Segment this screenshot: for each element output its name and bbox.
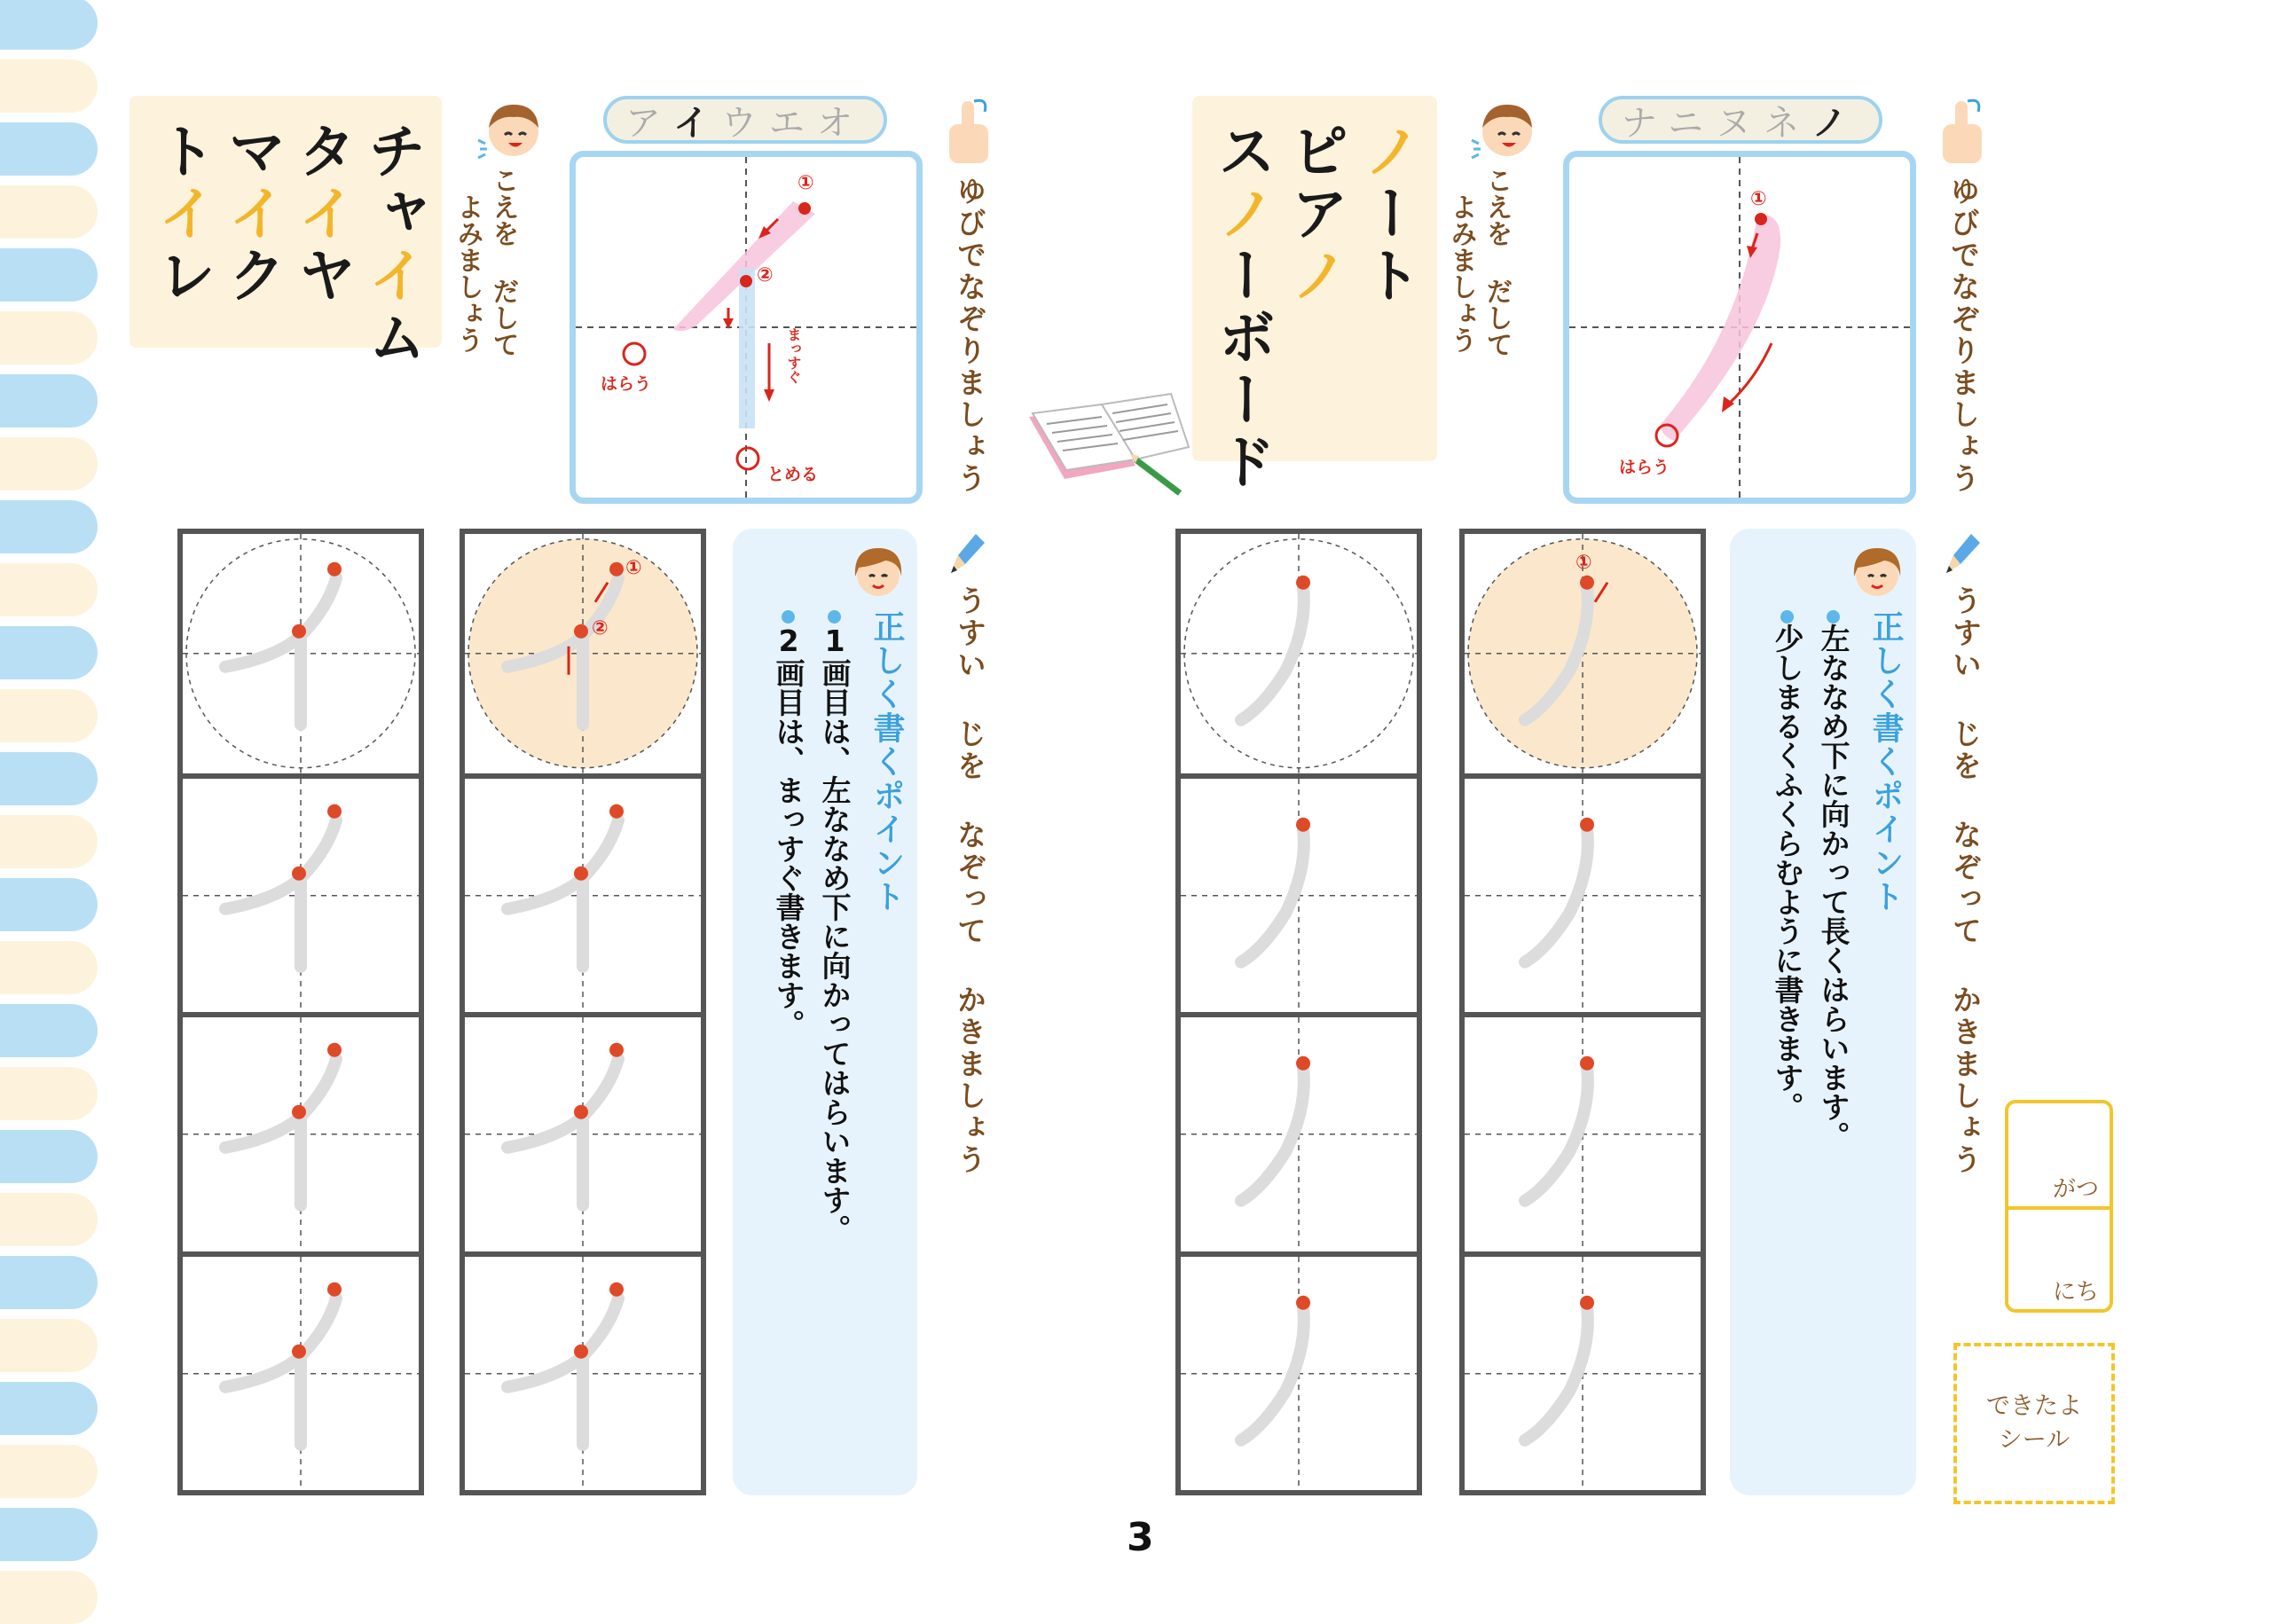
stroke-order-diagram: [1563, 151, 1916, 504]
start-point-dot: [609, 804, 624, 818]
binding-scallop: [0, 0, 98, 50]
binding-scallop: [0, 1067, 98, 1120]
trace-character: [1241, 587, 1304, 720]
start-point-dot: [609, 562, 624, 577]
practice-cell[interactable]: [1465, 1251, 1701, 1491]
girl-face-icon: [1845, 541, 1909, 605]
start-point-dot: [327, 562, 342, 577]
bullet-icon: [1827, 610, 1840, 624]
stroke-number: ①: [1576, 551, 1592, 574]
point-item: 2画目は、まっすぐ書きます。: [768, 610, 808, 1039]
stroke-number: ①: [1750, 188, 1767, 210]
start-point-dot: [574, 866, 588, 880]
practice-cell[interactable]: [1181, 773, 1417, 1013]
practice-cell[interactable]: [465, 773, 701, 1013]
binding-scallop: [0, 1445, 98, 1498]
page-number: 3: [1127, 1515, 1154, 1560]
start-point-dot: [292, 624, 306, 639]
trace-character: [225, 1059, 336, 1205]
open-book-icon: [1020, 381, 1198, 506]
word-item: マイク: [217, 121, 287, 307]
date-box[interactable]: [2005, 1100, 2113, 1313]
start-point-dot: [609, 1043, 624, 1057]
binding-scallop: [0, 1256, 98, 1309]
bullet-icon: [828, 610, 841, 624]
trace-character: [1525, 1068, 1588, 1201]
practice-cell[interactable]: [1465, 773, 1701, 1013]
trace-character: [507, 1298, 618, 1444]
binding-scallop: [0, 248, 98, 302]
stroke-number: ①: [798, 172, 814, 194]
practice-cell[interactable]: [1465, 534, 1701, 773]
tomeru-label: とめる: [767, 465, 819, 484]
read-aloud-instruction: こえを だして: [1481, 167, 1513, 357]
start-point-dot: [327, 1282, 342, 1296]
start-point-dot: [327, 804, 342, 818]
practice-column: [1175, 529, 1422, 1495]
binding-scallop: [0, 689, 98, 742]
practice-cell[interactable]: [1181, 1012, 1417, 1251]
binding-scallop: [0, 1382, 98, 1435]
word-list-box: [130, 96, 442, 369]
finger-pointing-icon: [942, 98, 995, 167]
start-point-dot: [1296, 1056, 1310, 1071]
binding-scallop: [0, 878, 98, 931]
binding-scallop: [0, 1508, 98, 1561]
binding-scallop: [0, 374, 98, 428]
binding-scallop: [0, 941, 98, 994]
harau-label: はらう: [1619, 458, 1670, 477]
sticker-label-2: シール: [1998, 1426, 2071, 1454]
kana-row-label: ア イ ウエオ: [603, 96, 887, 144]
word-item: スノーボード: [1207, 121, 1277, 493]
point-item: 左ななめ下に向かって長くはらいます。: [1813, 610, 1853, 1150]
girl-face-icon: [846, 541, 910, 605]
start-point-dot: [292, 1105, 306, 1119]
word-item: ピアノ: [1280, 121, 1349, 307]
writing-points-box: [1730, 529, 1916, 1495]
binding-scallop: [0, 185, 98, 239]
trace-thin-letters-label: うすい じを なぞって かきましょう: [1948, 585, 1983, 1176]
stroke-order-diagram: [570, 151, 923, 504]
kana-row-label: ナニヌネ ノ: [1599, 96, 1882, 144]
trace-with-finger-label: ゆびでなぞりましょう: [1946, 176, 1981, 495]
bullet-icon: [1780, 610, 1794, 624]
trace-with-finger-label: ゆびでなぞりましょう: [953, 176, 987, 495]
word-item: トイレ: [147, 121, 216, 307]
page-binding: [0, 0, 99, 1600]
practice-cell[interactable]: [183, 534, 419, 773]
read-aloud-instruction: こえを だして: [487, 167, 519, 357]
start-point-dot: [1296, 1295, 1310, 1309]
trace-character: [1241, 1068, 1304, 1201]
trace-character: [507, 820, 618, 966]
start-point-dot: [1296, 576, 1310, 590]
start-point-dot: [1580, 1056, 1594, 1071]
writing-points-box: [733, 529, 917, 1495]
start-point-dot: [1580, 817, 1594, 831]
practice-cell[interactable]: [1465, 1012, 1701, 1251]
pencil-icon: [947, 529, 988, 578]
read-aloud-instruction-2: よみましょう: [452, 193, 483, 353]
start-point-dot: [574, 1105, 588, 1119]
read-aloud-instruction-2: よみましょう: [1445, 193, 1477, 353]
start-point-dot: [1580, 1295, 1594, 1309]
boy-face-icon: [1468, 96, 1539, 167]
practice-cell[interactable]: [465, 1012, 701, 1251]
trace-character: [1525, 828, 1588, 961]
harau-label: はらう: [601, 374, 652, 394]
binding-scallop: [0, 815, 98, 868]
stroke-number: ②: [757, 264, 774, 286]
pencil-icon: [1943, 529, 1984, 578]
start-point-dot: [1296, 817, 1310, 831]
binding-scallop: [0, 1571, 98, 1624]
day-label: にち: [2052, 1279, 2099, 1306]
start-point-dot: [292, 866, 306, 880]
sticker-label-1: できたよ: [1986, 1393, 2082, 1421]
binding-scallop: [0, 1319, 98, 1372]
practice-cell[interactable]: [1181, 1251, 1417, 1491]
start-point-dot: [574, 1344, 588, 1358]
stroke-order-svg: [576, 157, 916, 498]
practice-column: [460, 529, 706, 1495]
binding-scallop: [0, 500, 98, 553]
binding-scallop: [0, 311, 98, 365]
binding-scallop: [0, 626, 98, 679]
binding-scallop: [0, 1004, 98, 1057]
bullet-icon: [782, 610, 795, 624]
practice-column: [177, 529, 424, 1495]
stroke-number: ①: [625, 556, 642, 579]
practice-cell[interactable]: [465, 1251, 701, 1491]
trace-character: [1241, 1306, 1304, 1440]
binding-scallop: [0, 122, 98, 176]
stroke-number: ②: [592, 616, 609, 639]
start-point-dot: [292, 1344, 306, 1358]
trace-character: [1525, 1306, 1588, 1440]
point-item: 1画目は、左ななめ下に向かってはらいます。: [814, 610, 854, 1243]
binding-scallop: [0, 1193, 98, 1246]
binding-scallop: [0, 752, 98, 805]
practice-column: [1459, 529, 1706, 1495]
word-item: ノート: [1353, 121, 1422, 307]
trace-character: [507, 1059, 618, 1205]
sticker-area[interactable]: [1953, 1343, 2115, 1504]
start-point-dot: [574, 624, 588, 639]
finger-pointing-icon: [1936, 98, 1989, 167]
word-item: チャイム: [358, 121, 427, 369]
trace-character: [225, 1298, 336, 1444]
boy-face-icon: [475, 96, 546, 167]
trace-character: [1241, 828, 1304, 961]
trace-thin-letters-label: うすい じを なぞって かきましょう: [953, 585, 987, 1176]
word-list-box: [1192, 96, 1437, 493]
practice-cell[interactable]: [183, 773, 419, 1013]
trace-character: [225, 820, 336, 966]
start-point-dot: [327, 1043, 342, 1057]
start-point-dot: [1580, 576, 1594, 590]
point-item: 少しまるくふくらむように書きます。: [1767, 610, 1807, 1121]
binding-scallop: [0, 437, 98, 490]
binding-scallop: [0, 1130, 98, 1183]
practice-cell[interactable]: [183, 1251, 419, 1491]
point-title: 正しく書くポイント: [1867, 610, 1904, 914]
massugu-label: まっすぐ: [785, 327, 802, 384]
practice-cell[interactable]: [1181, 534, 1417, 773]
month-label: がつ: [2052, 1176, 2099, 1203]
binding-scallop: [0, 563, 98, 616]
stroke-order-svg: [1569, 157, 1910, 498]
trace-character: [225, 578, 336, 725]
point-title: 正しく書くポイント: [868, 610, 905, 914]
practice-cell[interactable]: [183, 1012, 419, 1251]
practice-cell[interactable]: [465, 534, 701, 773]
word-item: タイヤ: [287, 121, 357, 307]
start-point-dot: [609, 1282, 624, 1296]
binding-scallop: [0, 59, 98, 113]
